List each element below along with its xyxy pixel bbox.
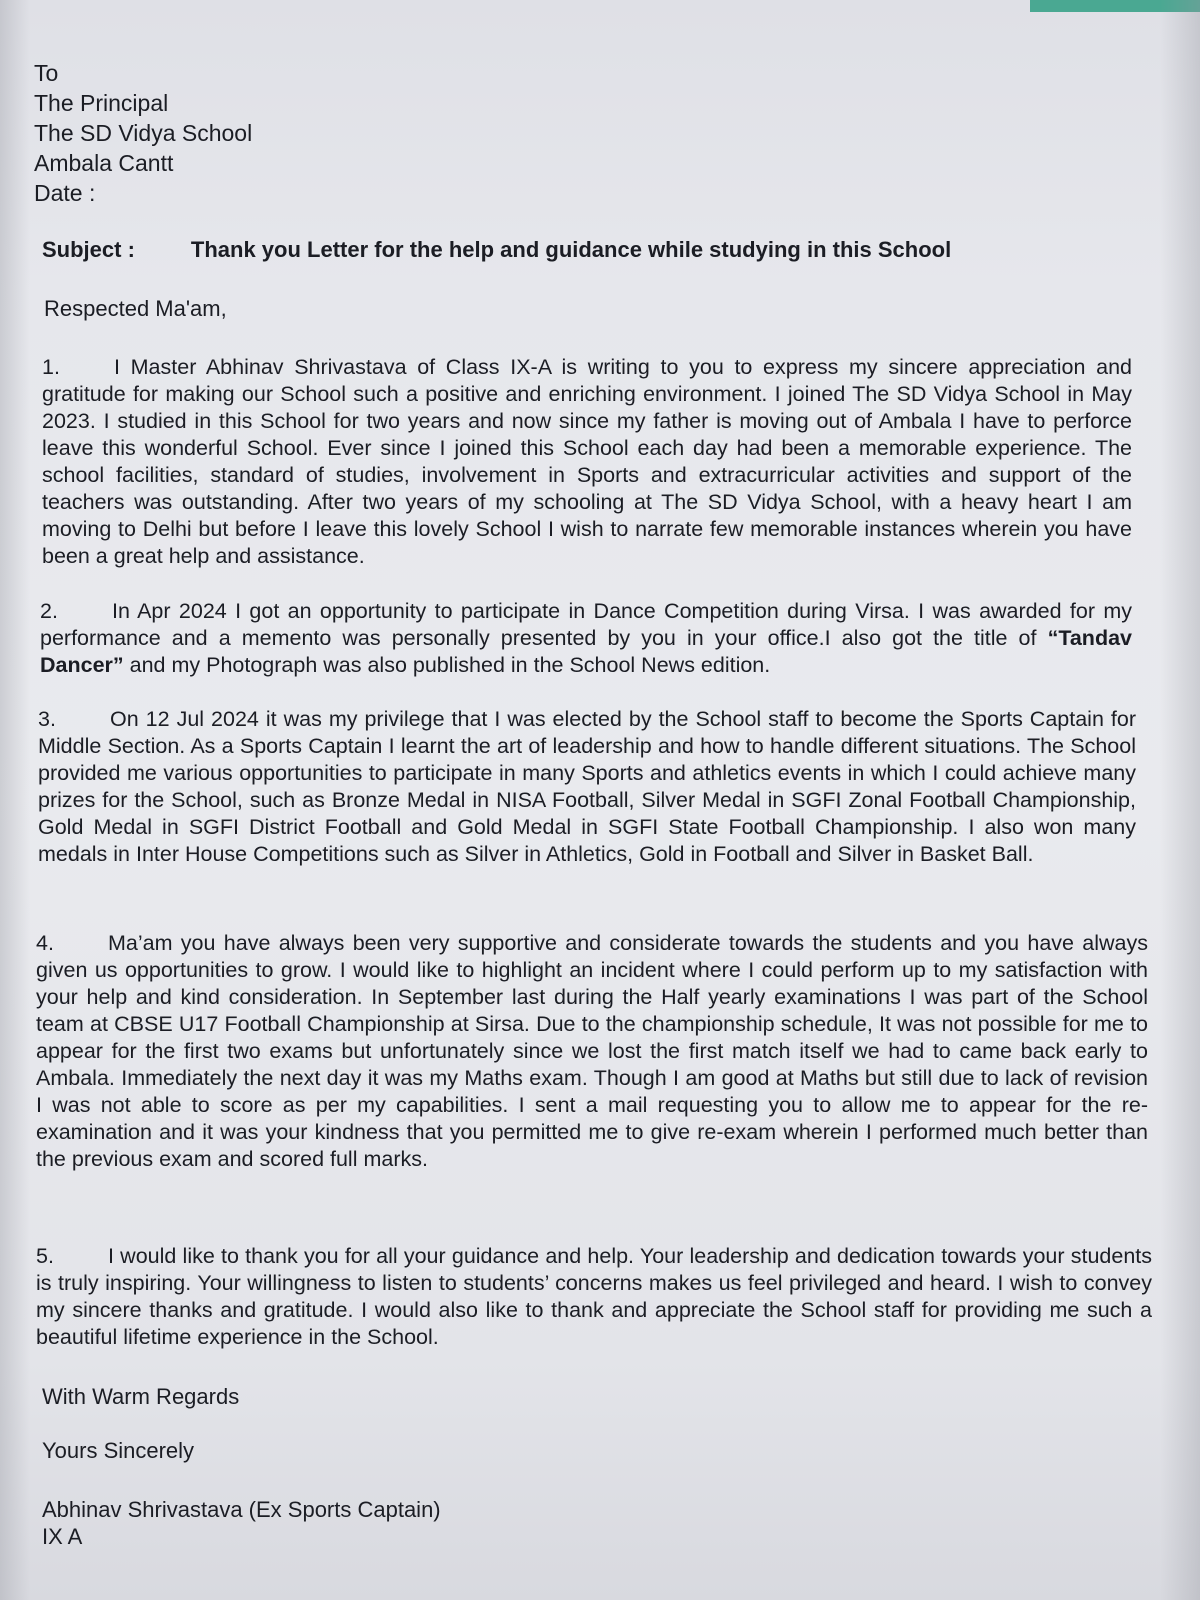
paragraph-number: 3. xyxy=(38,707,56,731)
paragraph-number: 4. xyxy=(36,931,54,955)
paragraph-number: 2. xyxy=(40,599,58,623)
closing-sincerely: Yours Sincerely xyxy=(42,1438,195,1463)
subject-line xyxy=(42,237,951,263)
paragraph-text: I would like to thank you for all your guidance and help. Your leadership and dedication towards your students is truly inspiring. Your willingness to listen to students’ concerns makes us feel privileged and heard. I wish to convey my sincere thanks and gratitude. I would also like to thank and appreciate the School staff for providing me such a beautiful lifetime experience in the School. xyxy=(36,1244,1152,1349)
paragraph-text-after: and my Photograph was also published in the School News edition. xyxy=(123,653,771,677)
paragraph-1 xyxy=(42,354,1132,570)
paragraph-text: On 12 Jul 2024 it was my privilege that I was elected by the School staff to become the Sports Captain for Middle Section. As a Sports Captain I learnt the art of leadership and how to handle different situations. The School provided me various opportunities to participate in many Sports and athletics events in which I could achieve many prizes for the School, such as Bronze Medal in NISA Football, Silver Medal in SGFI Zonal Football Championship, Gold Medal in SGFI District Football and Gold Medal in SGFI State Football Championship. I also won many medals in Inter House Competitions such as Silver in Athletics, Gold in Football and Silver in Basket Ball. xyxy=(38,707,1136,866)
subject-text: Thank you Letter for the help and guidance while studying in this School xyxy=(190,237,952,262)
paragraph-text: Ma’am you have always been very supportive and considerate towards the students and you have always given us opportunities to grow. I would like to highlight an incident where I could perform up to my satisfaction with your help and kind consideration. In September last during the Half yearly examinations I was part of the School team at CBSE U17 Football Championship at Sirsa. Due to the championship schedule, It was not possible for me to appear for the first two exams but unfortunately since we lost the first match itself we had to came back early to Ambala. Immediately the next day it was my Maths exam. Though I am good at Maths but still due to lack of revision I was not able to score as per my capabilities. I sent a mail requesting you to allow me to appear for the re-examination and it was your kindness that you permitted me to give re-exam wherein I performed much better than the previous exam and scored full marks. xyxy=(36,931,1148,1171)
salutation: Respected Ma'am, xyxy=(44,296,227,321)
recipient-address xyxy=(34,58,252,208)
paper-shadow-left xyxy=(0,0,30,1600)
address-designation: The Principal xyxy=(34,90,169,116)
address-date: Date : xyxy=(34,180,96,206)
paragraph-3 xyxy=(38,706,1136,868)
paragraph-text-before: In Apr 2024 I got an opportunity to participate in Dance Competition during Virsa. I was awarded for my performance and a memento was personally presented by you in your office.I also got the title of xyxy=(40,599,1132,650)
paragraph-4 xyxy=(36,930,1148,1173)
address-city: Ambala Cantt xyxy=(34,150,174,176)
paper-shadow-right xyxy=(1160,0,1200,1600)
paragraph-text: I Master Abhinav Shrivastava of Class IX-A is writing to you to express my sincere appreciation and gratitude for making our School such a positive and enriching environment. I joined The SD Vidya School in May 2023. I studied in this School for two years and now since my father is moving out of Ambala I have to perforce leave this wonderful School. Ever since I joined this School each day had been a memorable experience. The school facilities, standard of studies, involvement in Sports and extracurricular activities and support of the teachers was outstanding. After two years of my schooling at The SD Vidya School, with a heavy heart I am moving to Delhi but before I leave this lovely School I wish to narrate few memorable instances wherein you have been a great help and assistance. xyxy=(42,355,1132,568)
paragraph-number: 5. xyxy=(36,1244,54,1268)
address-to: To xyxy=(34,60,59,86)
closing-regards: With Warm Regards xyxy=(42,1384,240,1409)
paragraph-highlight: “Tandav Dancer” xyxy=(40,626,1132,677)
signer-class: IX A xyxy=(42,1524,83,1549)
signer-name: Abhinav Shrivastava (Ex Sports Captain) xyxy=(42,1497,441,1522)
subject-label: Subject : xyxy=(42,237,135,262)
paragraph-2 xyxy=(40,598,1132,679)
paragraph-5 xyxy=(36,1243,1152,1351)
address-school: The SD Vidya School xyxy=(34,120,253,146)
paragraph-number: 1. xyxy=(42,355,60,379)
